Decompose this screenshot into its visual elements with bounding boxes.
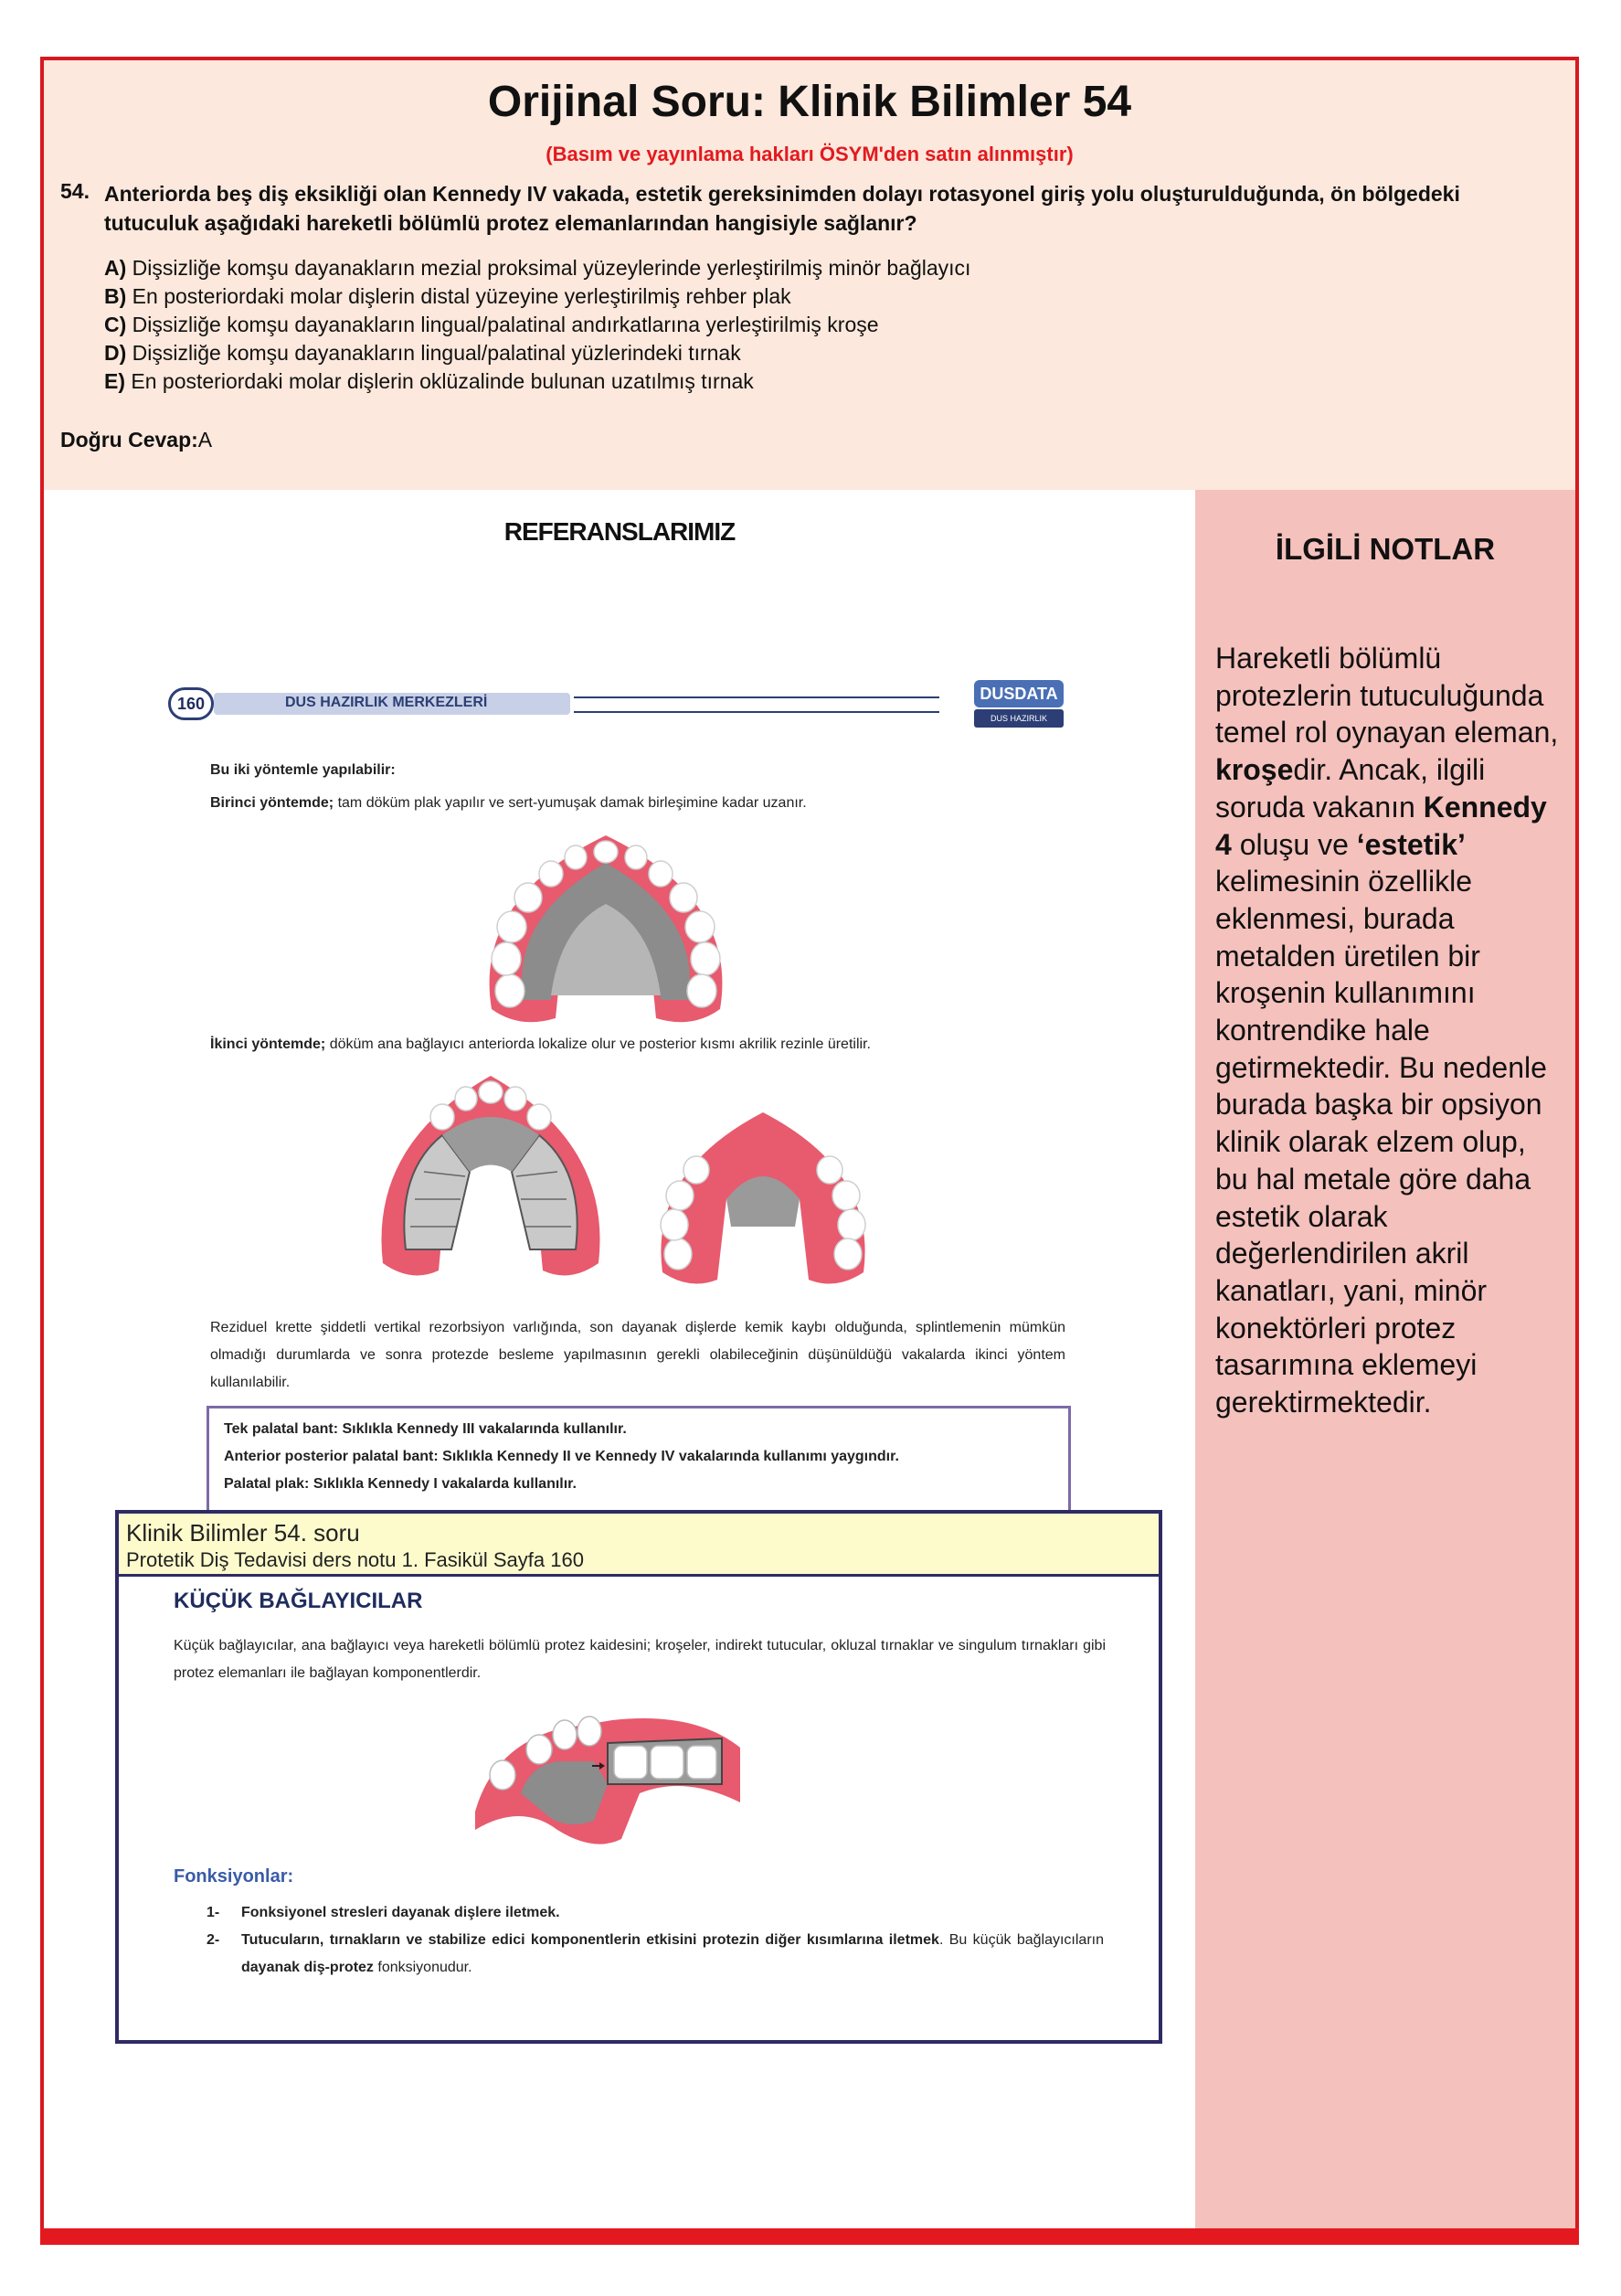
correct-answer: Doğru Cevap:A: [60, 428, 213, 452]
notes-title: İLGİLİ NOTLAR: [1275, 532, 1496, 566]
box-line-2: Anterior posterior palatal bant: Sıklıkla Kennedy II ve Kennedy IV vakalarında kullanımı yaygındır.: [224, 1449, 899, 1464]
cast-acrylic-illustration-left: [369, 1062, 612, 1283]
caption-question: Klinik Bilimler 54. soru: [126, 1519, 360, 1547]
minor-connectors-title: KÜÇÜK BAĞLAYICILAR: [174, 1589, 423, 1613]
box-line-3: Palatal plak: Sıklıkla Kennedy I vakalarda kullanılır.: [224, 1476, 577, 1492]
reference-page: [163, 678, 1076, 1519]
question-text: Anteriorda beş diş eksikliği olan Kennedy IV vakada, estetik gereksinimden dolayı rotasyonel giriş yolu oluşturulduğunda, ön bölgedeki tutuculuk aşağıdaki hareketli bölümlü protez elemanlarından hangisiyle sağlanır?: [104, 182, 1460, 235]
page-header-lines: [574, 696, 939, 713]
references-title: REFERANSLARIMIZ: [503, 517, 736, 546]
rights-notice: (Basım ve yayınlama hakları ÖSYM'den satın alınmıştır): [546, 143, 1074, 165]
reference-excerpt-box: Klinik Bilimler 54. soru Protetik Diş Tedavisi ders notu 1. Fasikül Sayfa 160 KÜÇÜK BAĞLAYICILAR Küçük bağlayıcılar, ana bağlayıcı veya hareketli bölümlü protez kaidesini; kroşeler, indirekt tutucular, okluzal tırnaklar ve singulum tırnakları gibi protez elemanları ile bağlayan komponentlerdir. Fonksiyonlar: 1- Fonksiyonel stresleri dayanak dişlere iletmek. 2- Tutucuların, tırnakların ve stabilize edici komponentlerin etkisini protezin diğer kısımlarına iletmek. Bu küçük bağlayıcıların dayanak diş-protez fonksiyonudur.: [115, 1510, 1162, 2044]
page-header-label: DUS HAZIRLIK MERKEZLERİ: [285, 695, 488, 710]
option-d: D) Dişsizliğe komşu dayanakların lingual/palatinal yüzlerindeki tırnak: [104, 341, 741, 365]
answer-options: [104, 254, 1530, 396]
functions-title: Fonksiyonlar:: [174, 1866, 294, 1887]
dusdata-logo: DUSDATA DUS HAZIRLIK MERKEZLERİ: [974, 680, 1065, 733]
palatal-bar-box: [207, 1406, 1071, 1525]
box-line-1: Tek palatal bant: Sıklıkla Kennedy III vakalarında kullanılır.: [224, 1421, 627, 1437]
intro-text: Bu iki yöntemle yapılabilir:: [210, 762, 396, 778]
notes-column: [1195, 490, 1575, 2228]
cast-acrylic-illustration-right: [649, 1099, 877, 1291]
residual-ridge-paragraph: Reziduel krette şiddetli vertikal rezorbsiyon varlığında, son dayanak dişlerde kemik kaybı olduğunda, splintlemenin mümkün olmadığı durumlarda ve sonra protezde besleme yapılmasının gerekli olabileceğinin düşünüldüğü vakalarda ikinci yöntem kullanılabilir.: [210, 1320, 1065, 1390]
reference-caption: [119, 1514, 1159, 1577]
option-a: A) Dişsizliğe komşu dayanakların mezial proksimal yüzeylerinde yerleştirilmiş minör bağlayıcı: [104, 256, 971, 280]
page-title: Orijinal Soru: Klinik Bilimler 54: [487, 78, 1132, 126]
caption-source: Protetik Diş Tedavisi ders notu 1. Fasikül Sayfa 160: [126, 1548, 584, 1571]
page-number-badge: 160: [168, 687, 214, 720]
method2-text: İkinci yöntemde; döküm ana bağlayıcı anteriorda lokalize olur ve posterior kısmı akrilik rezinle üretilir.: [210, 1036, 871, 1052]
method1-text: Birinci yöntemde; tam döküm plak yapılır ve sert-yumuşak damak birleşimine kadar uzanır.: [210, 795, 807, 811]
question-header: [44, 60, 1575, 490]
option-e: E) En posteriordaki molar dişlerin oklüzalinde bulunan uzatılmış tırnak: [104, 369, 754, 393]
bottom-red-bar: [40, 2228, 1579, 2245]
full-palatal-plate-illustration: [473, 817, 738, 1029]
option-b: B) En posteriordaki molar dişlerin distal yüzeyine yerleştirilmiş rehber plak: [104, 284, 791, 308]
option-c: C) Dişsizliğe komşu dayanakların lingual/palatinal andırkatlarına yerleştirilmiş kroşe: [104, 313, 879, 336]
question-number: 54.: [60, 179, 90, 203]
minor-connector-illustration: [475, 1693, 740, 1848]
notes-body: Hareketli bölümlü protezlerin tutuculuğunda temel rol oynayan eleman, kroşedir. Ancak, ilgili soruda vakanın Kennedy 4 oluşu ve ‘estetik’ kelimesinin özellikle eklenmesi, burada metalden üretilen bir kroşenin kullanımını kontrendike hale getirmektedir. Bu nedenle burada başka bir opsiyon klinik olarak elzem olup, bu hal metale göre daha estetik olarak değerlendirilen akril kanatları, yani, minör konektörleri protez tasarımına eklemeyi gerektirmektedir.: [1215, 642, 1559, 1419]
minor-connectors-paragraph: Küçük bağlayıcılar, ana bağlayıcı veya hareketli bölümlü protez kaidesini; kroşeler, indirekt tutucular, okluzal tırnaklar ve singulum tırnakları gibi protez elemanları ile bağlayan komponentlerdir.: [174, 1638, 1106, 1681]
